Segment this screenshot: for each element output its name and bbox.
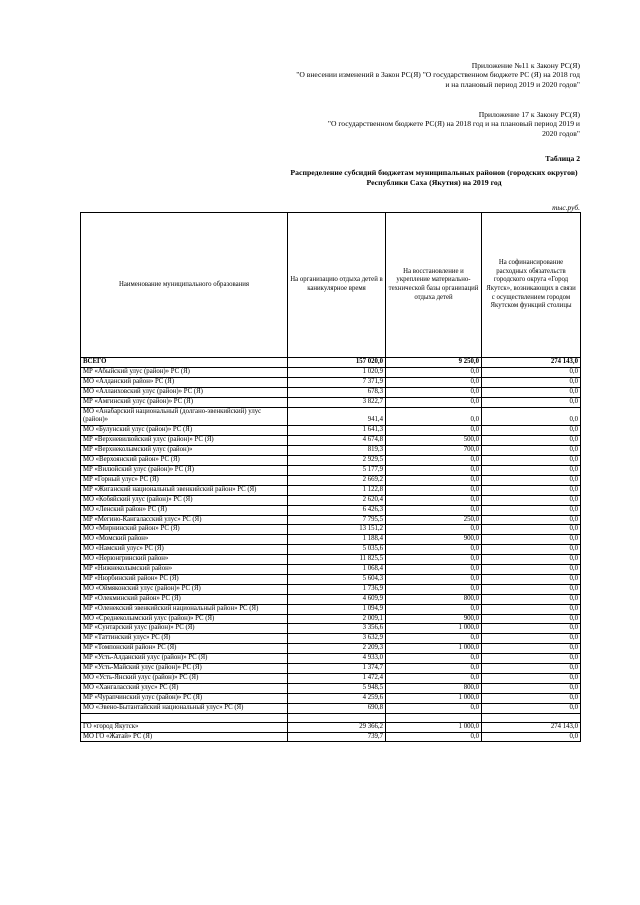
- cell-capital-cofinancing: 0,0: [482, 495, 581, 505]
- cell-municipality: МО «Мирнинский район» РС (Я): [81, 525, 288, 535]
- table-row: [81, 367, 581, 377]
- cell-recreation: 1 736,9: [288, 584, 386, 594]
- annex-11-header: [296, 61, 580, 89]
- annex-17-line-3: 2020 годов": [542, 128, 580, 138]
- annex-17-line-2: "О государственном бюджете РС(Я) на 2018 год и на плановый период 2019 и: [327, 119, 580, 129]
- cell-municipality: МО «Аллаиховский улус (район)» РС (Я): [81, 387, 288, 397]
- spacer-cell: [288, 713, 386, 722]
- annex-17-header: [328, 110, 580, 138]
- table-row: [81, 465, 581, 475]
- table-row: [81, 594, 581, 604]
- cell-municipality: МР «Таттинский улус» РС (Я): [81, 634, 288, 644]
- spacer-cell: [386, 713, 482, 722]
- spacer-cell: [81, 713, 288, 722]
- cell-recreation: 690,8: [288, 703, 386, 713]
- cell-infrastructure: 0,0: [386, 485, 482, 495]
- cell-recreation: 1 188,4: [288, 535, 386, 545]
- cell-capital-cofinancing: 0,0: [482, 555, 581, 565]
- table-row: [81, 525, 581, 535]
- cell-recreation: 1 020,9: [288, 367, 386, 377]
- cell-infrastructure: 0,0: [386, 555, 482, 565]
- cell-recreation: 5 035,6: [288, 545, 386, 555]
- cell-municipality: МО «Булунский улус (район)» РС (Я): [81, 426, 288, 436]
- annex-11-line-2: "О внесении изменений в Закон РС(Я) "О государственном бюджете РС (Я) на 2018 год: [296, 70, 580, 80]
- table-row: [81, 535, 581, 545]
- cell-municipality: МО «Хангаласский улус» РС (Я): [81, 683, 288, 693]
- cell-capital-cofinancing: 0,0: [482, 367, 581, 377]
- table-row: [81, 565, 581, 575]
- cell-infrastructure: 0,0: [386, 426, 482, 436]
- cell-municipality: МР «Верхнеколымский улус (район)»: [81, 446, 288, 456]
- cell-capital-cofinancing: 0,0: [482, 683, 581, 693]
- cell-recreation: 4 674,8: [288, 436, 386, 446]
- cell-recreation: 157 020,0: [288, 358, 386, 368]
- cell-recreation: 13 151,2: [288, 525, 386, 535]
- cell-infrastructure: 900,0: [386, 535, 482, 545]
- cell-municipality: МО «Кобяйский улус (район)» РС (Я): [81, 495, 288, 505]
- total-row: [81, 358, 581, 368]
- cell-municipality: МО ГО «Жатай» РС (Я): [81, 732, 288, 742]
- table-row: [81, 397, 581, 407]
- cell-recreation: 6 426,3: [288, 505, 386, 515]
- cell-capital-cofinancing: 0,0: [482, 407, 581, 426]
- cell-capital-cofinancing: 0,0: [482, 644, 581, 654]
- table-row: [81, 634, 581, 644]
- table-row: [81, 674, 581, 684]
- cell-infrastructure: 0,0: [386, 397, 482, 407]
- cell-municipality: ВСЕГО: [81, 358, 288, 368]
- cell-capital-cofinancing: 0,0: [482, 387, 581, 397]
- table-body: [81, 358, 581, 742]
- cell-capital-cofinancing: 0,0: [482, 456, 581, 466]
- cell-capital-cofinancing: 274 143,0: [482, 358, 581, 368]
- table-row: [81, 644, 581, 654]
- cell-infrastructure: 0,0: [386, 475, 482, 485]
- cell-infrastructure: 800,0: [386, 594, 482, 604]
- cell-infrastructure: 0,0: [386, 732, 482, 742]
- cell-infrastructure: 0,0: [386, 664, 482, 674]
- table-row: [81, 624, 581, 634]
- cell-capital-cofinancing: 0,0: [482, 465, 581, 475]
- cell-capital-cofinancing: 0,0: [482, 525, 581, 535]
- table-row: [81, 732, 581, 742]
- cell-infrastructure: 9 250,0: [386, 358, 482, 368]
- cell-infrastructure: 0,0: [386, 525, 482, 535]
- cell-recreation: 4 933,0: [288, 654, 386, 664]
- cell-infrastructure: 1 000,0: [386, 644, 482, 654]
- cell-infrastructure: 0,0: [386, 367, 482, 377]
- cell-municipality: МО «Среднеколымский улус (район)» РС (Я): [81, 614, 288, 624]
- spacer-row: [81, 713, 581, 722]
- cell-recreation: 678,3: [288, 387, 386, 397]
- cell-municipality: МР «Вилюйский улус (район)» РС (Я): [81, 465, 288, 475]
- cell-municipality: ГО «город Якутск»: [81, 722, 288, 732]
- cell-infrastructure: 0,0: [386, 505, 482, 515]
- cell-infrastructure: 700,0: [386, 446, 482, 456]
- cell-recreation: 1 068,4: [288, 565, 386, 575]
- cell-recreation: 1 472,4: [288, 674, 386, 684]
- cell-capital-cofinancing: 0,0: [482, 485, 581, 495]
- cell-infrastructure: 0,0: [386, 456, 482, 466]
- cell-infrastructure: 0,0: [386, 407, 482, 426]
- cell-capital-cofinancing: 0,0: [482, 475, 581, 485]
- cell-capital-cofinancing: 0,0: [482, 614, 581, 624]
- cell-capital-cofinancing: 0,0: [482, 624, 581, 634]
- cell-municipality: МР «Усть-Майский улус (район)» РС (Я): [81, 664, 288, 674]
- cell-capital-cofinancing: 0,0: [482, 505, 581, 515]
- cell-municipality: МО «Намский улус» РС (Я): [81, 545, 288, 555]
- cell-infrastructure: 900,0: [386, 614, 482, 624]
- table-row: [81, 664, 581, 674]
- table-row: [81, 703, 581, 713]
- cell-capital-cofinancing: 0,0: [482, 654, 581, 664]
- cell-infrastructure: 0,0: [386, 565, 482, 575]
- cell-municipality: МО «Алданский район» РС (Я): [81, 377, 288, 387]
- cell-capital-cofinancing: 274 143,0: [482, 722, 581, 732]
- annex-11-line-1: Приложение №11 к Закону РС(Я): [471, 61, 580, 70]
- cell-infrastructure: 0,0: [386, 634, 482, 644]
- cell-recreation: 5 948,5: [288, 683, 386, 693]
- cell-capital-cofinancing: 0,0: [482, 594, 581, 604]
- cell-infrastructure: 0,0: [386, 387, 482, 397]
- cell-capital-cofinancing: 0,0: [482, 634, 581, 644]
- cell-recreation: 819,3: [288, 446, 386, 456]
- cell-municipality: МО «Верхоянский район» РС (Я): [81, 456, 288, 466]
- table-row: [81, 377, 581, 387]
- cell-capital-cofinancing: 0,0: [482, 565, 581, 575]
- cell-capital-cofinancing: 0,0: [482, 426, 581, 436]
- table-row: [81, 515, 581, 525]
- column-header-infrastructure: На восстановление и укрепление материально-технической базы организаций отдыха детей: [386, 213, 482, 358]
- table-row: [81, 387, 581, 397]
- cell-capital-cofinancing: 0,0: [482, 584, 581, 594]
- cell-recreation: 2 620,4: [288, 495, 386, 505]
- spacer-cell: [482, 713, 581, 722]
- table-row: [81, 456, 581, 466]
- annex-11-line-3: и на плановый период 2019 и 2020 годов": [445, 79, 580, 89]
- subsidy-table: [80, 212, 581, 742]
- cell-infrastructure: 1 000,0: [386, 624, 482, 634]
- cell-municipality: МР «Абыйский улус (район)» РС (Я): [81, 367, 288, 377]
- cell-recreation: 739,7: [288, 732, 386, 742]
- cell-recreation: 5 177,9: [288, 465, 386, 475]
- cell-capital-cofinancing: 0,0: [482, 436, 581, 446]
- cell-capital-cofinancing: 0,0: [482, 397, 581, 407]
- cell-capital-cofinancing: 0,0: [482, 664, 581, 674]
- cell-municipality: МР «Томпонский район» РС (Я): [81, 644, 288, 654]
- cell-municipality: МР «Олекминский район» РС (Я): [81, 594, 288, 604]
- table-row: [81, 683, 581, 693]
- cell-recreation: 2 209,3: [288, 644, 386, 654]
- cell-infrastructure: 0,0: [386, 545, 482, 555]
- cell-municipality: МР «Нижнеколымский район»: [81, 565, 288, 575]
- cell-recreation: 5 604,3: [288, 574, 386, 584]
- cell-capital-cofinancing: 0,0: [482, 604, 581, 614]
- cell-recreation: 2 669,2: [288, 475, 386, 485]
- cell-capital-cofinancing: 0,0: [482, 693, 581, 703]
- cell-capital-cofinancing: 0,0: [482, 732, 581, 742]
- cell-municipality: МР «Горный улус» РС (Я): [81, 475, 288, 485]
- cell-capital-cofinancing: 0,0: [482, 545, 581, 555]
- cell-municipality: МР «Оленекский эвенкийский национальный район» РС (Я): [81, 604, 288, 614]
- cell-infrastructure: 0,0: [386, 604, 482, 614]
- cell-municipality: МО «Оймяконский улус (район)» РС (Я): [81, 584, 288, 594]
- cell-municipality: МО «Усть-Янский улус (район)» РС (Я): [81, 674, 288, 684]
- cell-recreation: 3 356,6: [288, 624, 386, 634]
- cell-capital-cofinancing: 0,0: [482, 446, 581, 456]
- table-row: [81, 505, 581, 515]
- table-row: [81, 555, 581, 565]
- cell-infrastructure: 800,0: [386, 683, 482, 693]
- cell-municipality: МО «Эвено-Бытантайский национальный улус» РС (Я): [81, 703, 288, 713]
- cell-recreation: 1 094,9: [288, 604, 386, 614]
- cell-recreation: 7 795,5: [288, 515, 386, 525]
- cell-infrastructure: 0,0: [386, 574, 482, 584]
- cell-recreation: 2 929,5: [288, 456, 386, 466]
- cell-infrastructure: 0,0: [386, 674, 482, 684]
- cell-recreation: 2 009,1: [288, 614, 386, 624]
- cell-municipality: МР «Нюрбинский район» РС (Я): [81, 574, 288, 584]
- table-row: [81, 584, 581, 594]
- cell-capital-cofinancing: 0,0: [482, 674, 581, 684]
- table-row: [81, 407, 581, 426]
- cell-infrastructure: 250,0: [386, 515, 482, 525]
- cell-municipality: МР «Амгинский улус (район)» РС (Я): [81, 397, 288, 407]
- cell-recreation: 4 609,9: [288, 594, 386, 604]
- table-row: [81, 722, 581, 732]
- cell-recreation: 29 366,2: [288, 722, 386, 732]
- table-row: [81, 693, 581, 703]
- cell-municipality: МР «Жиганский национальный эвенкийский район» РС (Я): [81, 485, 288, 495]
- column-header-municipality: Наименование муниципального образования: [81, 213, 288, 358]
- cell-municipality: МР «Сунтарский улус (район)» РС (Я): [81, 624, 288, 634]
- cell-capital-cofinancing: 0,0: [482, 574, 581, 584]
- cell-municipality: МР «Мегино-Кангаласский улус» РС (Я): [81, 515, 288, 525]
- cell-recreation: 3 822,7: [288, 397, 386, 407]
- table-row: [81, 485, 581, 495]
- table-row: [81, 426, 581, 436]
- cell-capital-cofinancing: 0,0: [482, 515, 581, 525]
- column-header-capital-cofinancing: На софинансирование расходных обязательств городского округа «Город Якутск», возникающих в связи с осуществлением городом Якутском функций столицы: [482, 213, 581, 358]
- cell-recreation: 941,4: [288, 407, 386, 426]
- cell-municipality: МР «Верхневилюйский улус (район)» РС (Я): [81, 436, 288, 446]
- table-row: [81, 654, 581, 664]
- cell-municipality: МО «Нерюнгринский район»: [81, 555, 288, 565]
- cell-capital-cofinancing: 0,0: [482, 535, 581, 545]
- cell-municipality: МО «Анабарский национальный (долгано-эвенкийский) улус (район)»: [81, 407, 288, 426]
- cell-infrastructure: 0,0: [386, 584, 482, 594]
- cell-infrastructure: 0,0: [386, 377, 482, 387]
- table-row: [81, 495, 581, 505]
- table-row: [81, 614, 581, 624]
- document-title: Распределение субсидий бюджетам муниципальных районов (городских округов) Республики Саха (Якутия) на 2019 год: [290, 168, 578, 187]
- cell-infrastructure: 1 000,0: [386, 722, 482, 732]
- table-number: Таблица 2: [545, 154, 580, 163]
- cell-recreation: 4 259,6: [288, 693, 386, 703]
- cell-infrastructure: 0,0: [386, 654, 482, 664]
- cell-municipality: МО «Момский район»: [81, 535, 288, 545]
- table-row: [81, 475, 581, 485]
- cell-infrastructure: 0,0: [386, 495, 482, 505]
- table-row: [81, 446, 581, 456]
- table-row: [81, 436, 581, 446]
- cell-municipality: МР «Усть-Алданский улус (район)» РС (Я): [81, 654, 288, 664]
- cell-infrastructure: 0,0: [386, 465, 482, 475]
- cell-recreation: 1 122,8: [288, 485, 386, 495]
- cell-municipality: МО «Ленский район» РС (Я): [81, 505, 288, 515]
- cell-capital-cofinancing: 0,0: [482, 703, 581, 713]
- column-header-recreation: На организацию отдыха детей в каникулярное время: [288, 213, 386, 358]
- cell-infrastructure: 500,0: [386, 436, 482, 446]
- cell-recreation: 7 371,9: [288, 377, 386, 387]
- cell-infrastructure: 0,0: [386, 703, 482, 713]
- cell-capital-cofinancing: 0,0: [482, 377, 581, 387]
- table-row: [81, 545, 581, 555]
- cell-recreation: 3 632,9: [288, 634, 386, 644]
- table-header: [81, 213, 581, 358]
- annex-17-line-1: Приложение 17 к Закону РС(Я): [478, 110, 580, 119]
- units-label: тыс.руб.: [552, 203, 580, 212]
- cell-recreation: 11 825,5: [288, 555, 386, 565]
- cell-infrastructure: 1 000,0: [386, 693, 482, 703]
- cell-municipality: МР «Чурапчинский улус (район)» РС (Я): [81, 693, 288, 703]
- table-row: [81, 574, 581, 584]
- table-row: [81, 604, 581, 614]
- cell-recreation: 1 641,3: [288, 426, 386, 436]
- cell-recreation: 1 374,7: [288, 664, 386, 674]
